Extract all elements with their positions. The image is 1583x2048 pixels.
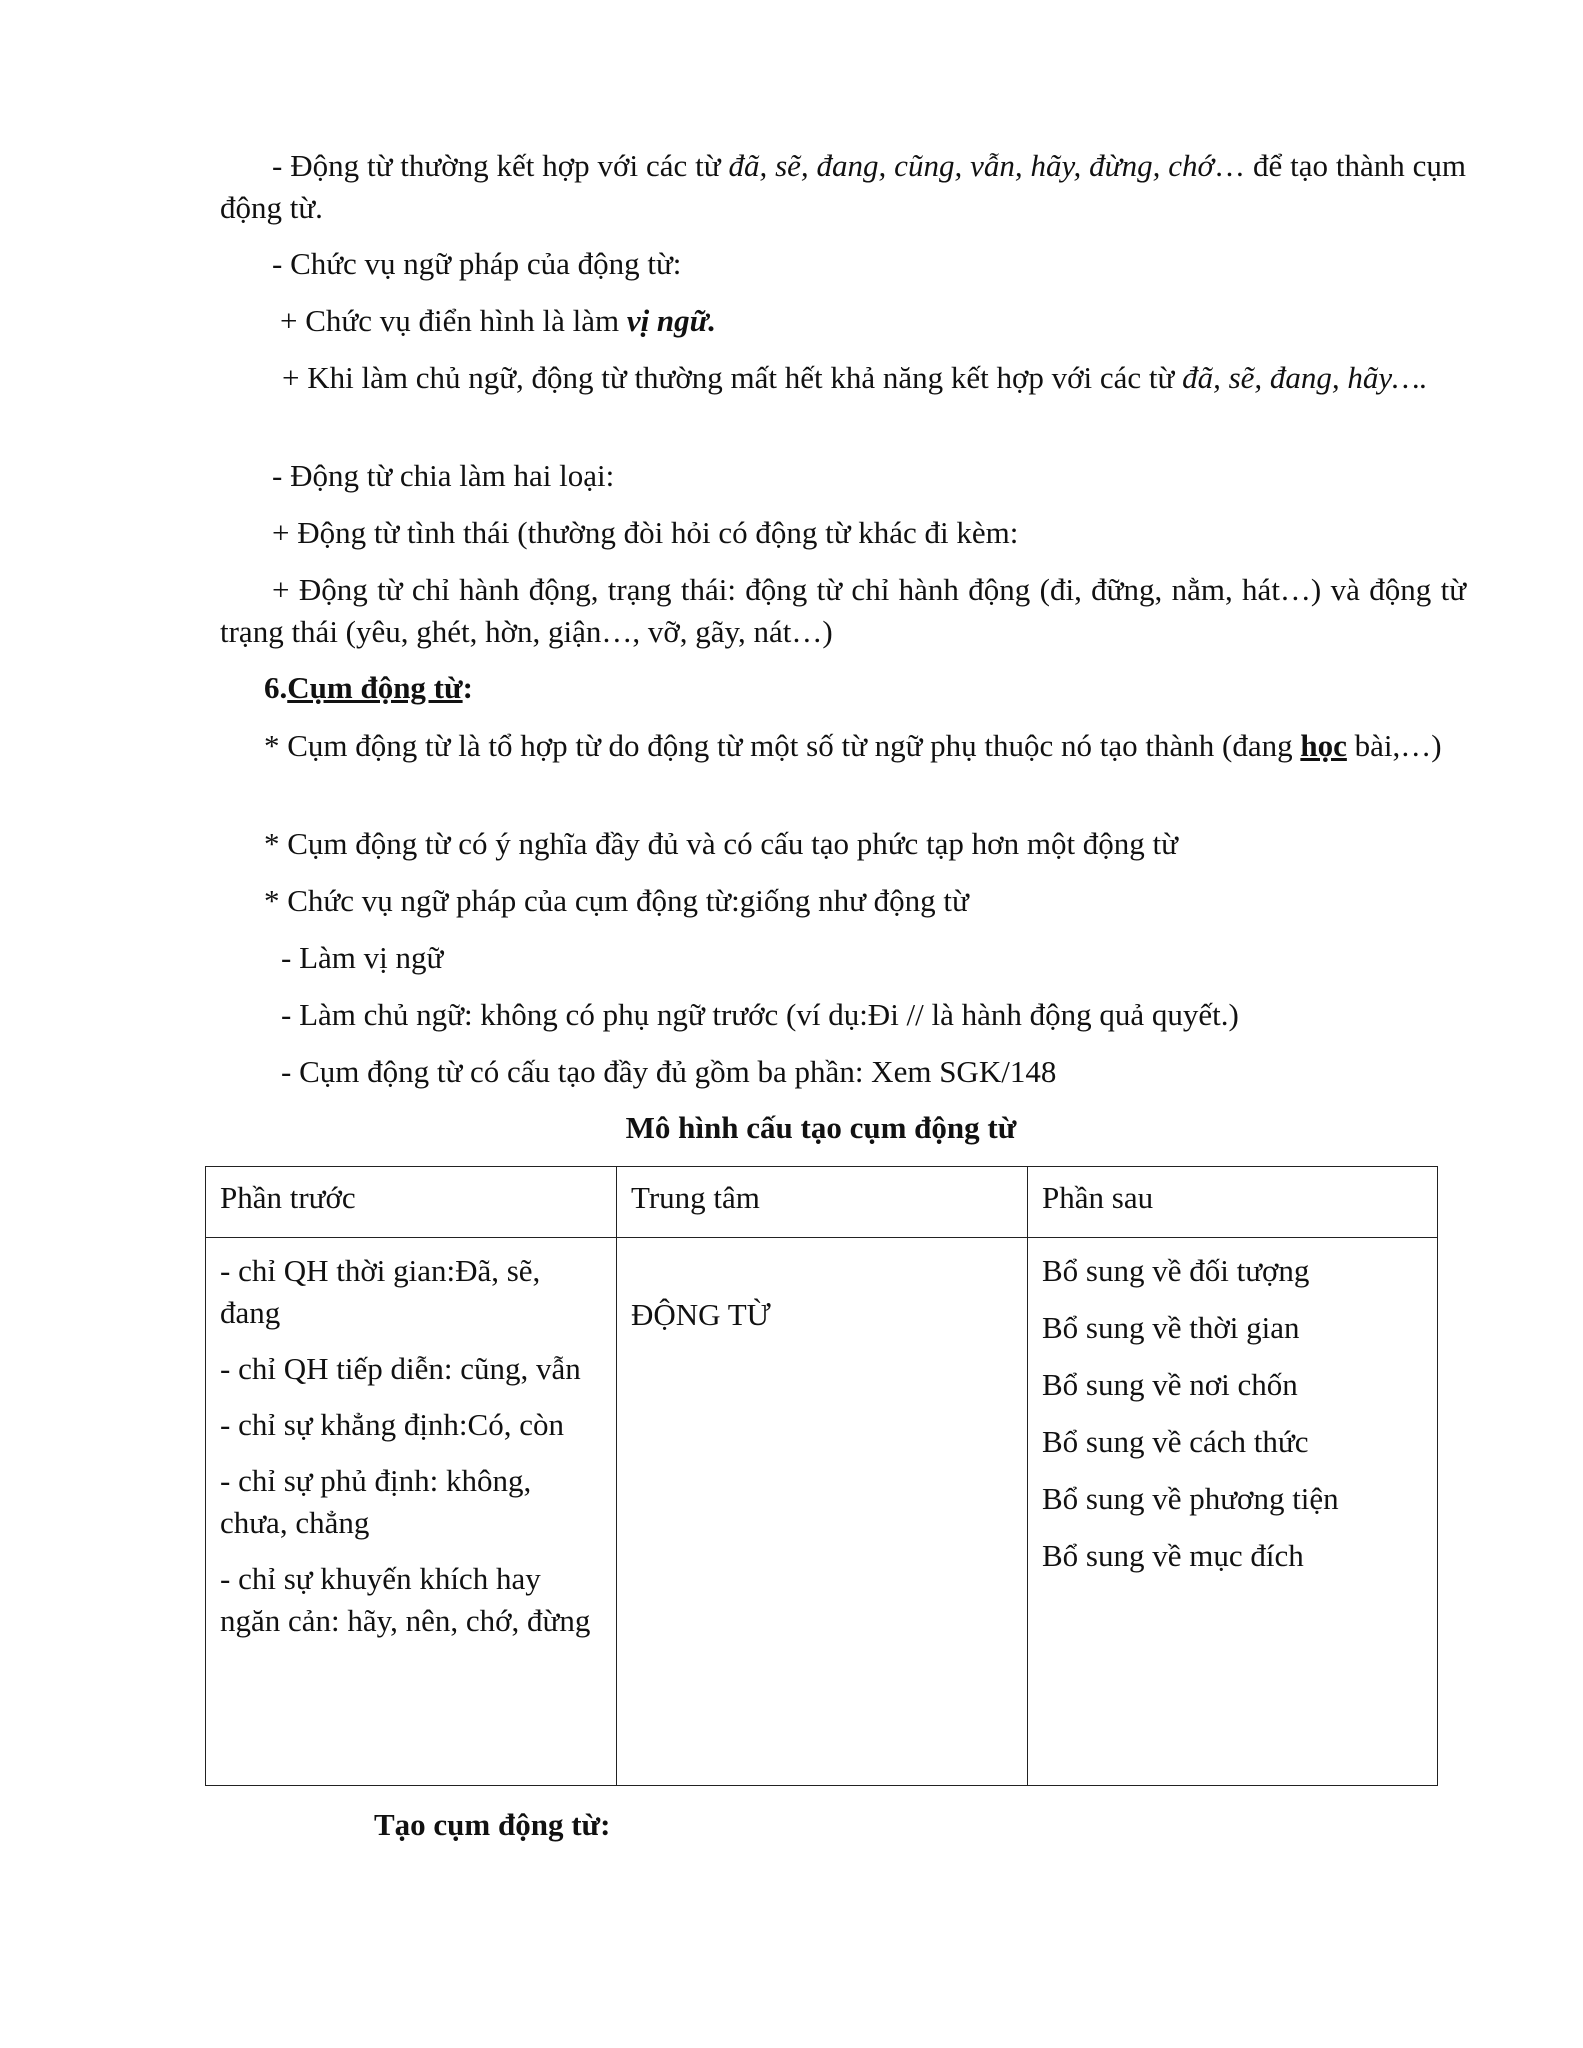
- back-item-place: Bổ sung về nơi chốn: [1042, 1367, 1298, 1402]
- back-item-means: Bổ sung về phương tiện: [1042, 1481, 1339, 1516]
- verb-combination-tail: … để tạo thành cụm động từ.: [220, 148, 1466, 225]
- verb-function-subject: [220, 357, 1466, 399]
- front-part-cell: [206, 1238, 617, 1786]
- verb-phrase-definition-text: * Cụm động từ là tổ hợp từ do động từ một số từ ngữ phụ thuộc nó tạo thành (đang: [264, 728, 1301, 763]
- front-item-time: - chỉ QH thời gian:Đã, sẽ, đang: [220, 1253, 541, 1330]
- section-6-heading: [264, 667, 473, 709]
- front-item-encouragement: - chỉ sự khuyến khích hay ngăn cản: hãy, nên, chớ, đừng: [220, 1561, 591, 1638]
- front-item-continuation: - chỉ QH tiếp diễn: cũng, vẫn: [220, 1351, 581, 1386]
- verb-predicate-term: vị ngữ.: [626, 303, 716, 338]
- header-back-part: Phần sau: [1028, 1167, 1438, 1238]
- verb-combination-paragraph: [220, 145, 1466, 229]
- front-item-negation: - chỉ sự phủ định: không, chưa, chẳng: [220, 1463, 532, 1540]
- table-body-row: [206, 1238, 1438, 1786]
- back-item-object: Bổ sung về đối tượng: [1042, 1253, 1310, 1288]
- verb-function-heading: - Chức vụ ngữ pháp của động từ:: [272, 246, 682, 281]
- center-verb-label: ĐỘNG TỪ: [631, 1297, 771, 1332]
- verb-function-predicate: [280, 300, 716, 342]
- verb-phrase-model-table: [205, 1166, 1438, 1786]
- section-6-colon: :: [462, 670, 473, 705]
- verb-phrase-structure: - Cụm động từ có cấu tạo đầy đủ gồm ba phần: Xem SGK/148: [281, 1054, 1057, 1089]
- verb-predicate-text: + Chức vụ điển hình là làm: [280, 303, 627, 338]
- verb-phrase-meaning: * Cụm động từ có ý nghĩa đầy đủ và có cấu tạo phức tạp hơn một động từ: [264, 826, 1178, 861]
- center-part-cell: [617, 1238, 1028, 1786]
- table-header-row: [206, 1167, 1438, 1238]
- create-verb-phrase-heading: Tạo cụm động từ:: [374, 1807, 611, 1842]
- back-item-purpose: Bổ sung về mục đích: [1042, 1538, 1304, 1573]
- back-item-manner: Bổ sung về cách thức: [1042, 1424, 1309, 1459]
- verb-combination-text: - Động từ thường kết hợp với các từ: [272, 148, 729, 183]
- back-item-time: Bổ sung về thời gian: [1042, 1310, 1300, 1345]
- header-center-part: Trung tâm: [617, 1167, 1028, 1238]
- verb-phrase-predicate: - Làm vị ngữ: [281, 940, 444, 975]
- verb-type-modal: + Động từ tình thái (thường đòi hỏi có động từ khác đi kèm:: [272, 515, 1019, 550]
- verb-phrase-function: * Chức vụ ngữ pháp của cụm động từ:giống như động từ: [264, 883, 969, 918]
- verb-phrase-example-verb: học: [1300, 728, 1347, 763]
- verb-phrase-subject: - Làm chủ ngữ: không có phụ ngữ trước (ví dụ:Đi // là hành động quả quyết.): [281, 997, 1239, 1032]
- verb-phrase-definition-tail: bài,…): [1346, 728, 1442, 763]
- header-front-part: Phần trước: [206, 1167, 617, 1238]
- table-caption: Mô hình cấu tạo cụm động từ: [625, 1110, 1017, 1145]
- verb-subject-words: đã, sẽ, đang, hãy….: [1182, 360, 1428, 395]
- verb-subject-text: + Khi làm chủ ngữ, động từ thường mất hết khả năng kết hợp với các từ: [282, 360, 1183, 395]
- back-part-cell: [1028, 1238, 1438, 1786]
- verb-phrase-definition: [220, 725, 1466, 767]
- section-6-title: Cụm động từ: [287, 670, 463, 705]
- front-item-affirmation: - chỉ sự khẳng định:Có, còn: [220, 1407, 564, 1442]
- verb-type-action-state: + Động từ chỉ hành động, trạng thái: động từ chỉ hành động (đi, đững, nằm, hát…) và động từ trạng thái (yêu, ghét, hờn, giận…, vỡ, gãy, nát…): [220, 572, 1466, 649]
- verb-combination-words: đã, sẽ, đang, cũng, vẫn, hãy, đừng, chớ: [728, 148, 1215, 183]
- section-6-number: 6.: [264, 670, 288, 705]
- verb-types-heading: - Động từ chia làm hai loại:: [272, 458, 615, 493]
